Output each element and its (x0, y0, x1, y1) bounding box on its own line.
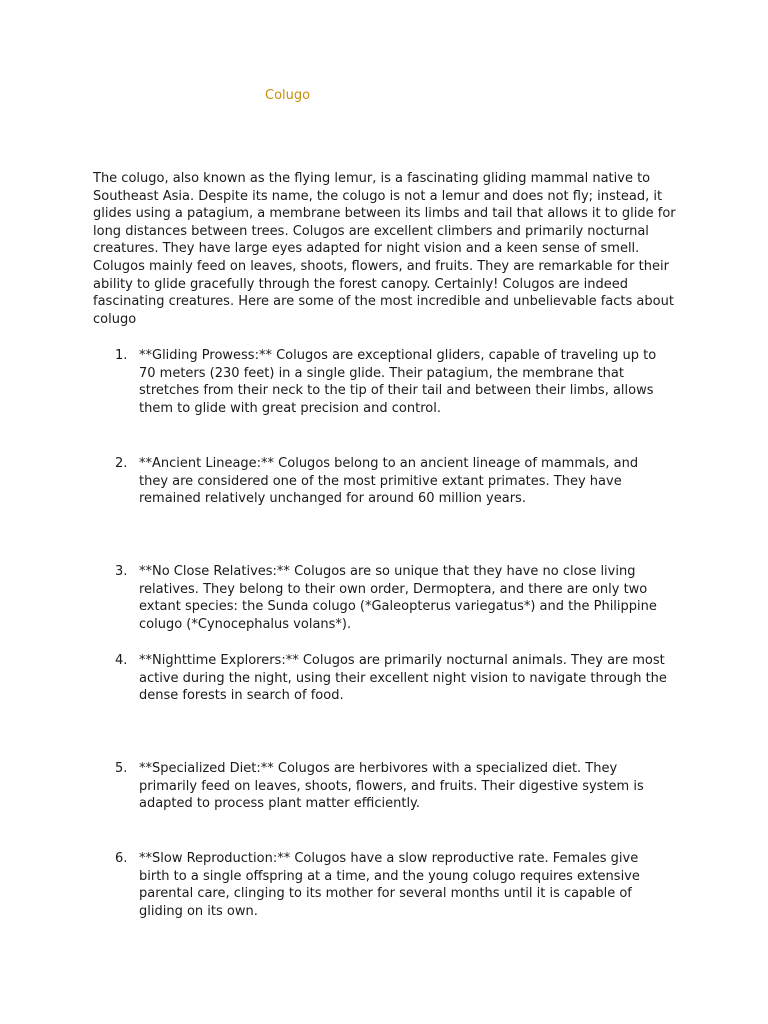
list-item-number: 4. (115, 653, 128, 668)
list-item-number: 3. (115, 564, 128, 579)
list-item (93, 455, 683, 508)
list-item (93, 652, 683, 705)
intro-paragraph: The colugo, also known as the flying lemur, is a fascinating gliding mammal native to Southeast Asia. Despite its name, the colugo is not a lemur and does not fly; instead, it glides using a patagium, a membrane between its limbs and tail that allows it to glide for long distances between trees. Colugos are excellent climbers and primarily nocturnal creatures. They have large eyes adapted for night vision and a keen sense of smell. Colugos mainly feed on leaves, shoots, flowers, and fruits. They are remarkable for their ability to glide gracefully through the forest canopy. Certainly! Colugos are indeed fascinating creatures. Here are some of the most incredible and unbelievable facts about colugo (93, 171, 676, 327)
list-item-number: 2. (115, 456, 128, 471)
list-item (93, 760, 683, 813)
list-item (93, 850, 683, 920)
list-item-text: **Nighttime Explorers:** Colugos are primarily nocturnal animals. They are most active during the night, using their excellent night vision to navigate through the dense forests in search of food. (139, 653, 667, 704)
list-item-text: **Gliding Prowess:** Colugos are exceptional gliders, capable of traveling up to 70 meters (230 feet) in a single glide. Their patagium, the membrane that stretches from their neck to the tip of their tail and between their limbs, allows them to glide with great precision and control. (139, 348, 657, 416)
list-item-text: **No Close Relatives:** Colugos are so unique that they have no close living relatives. They belong to their own order, Dermoptera, and there are only two extant species: the Sunda colugo (*Galeopterus variegatus*) and the Philippine colugo (*Cynocephalus volans*). (139, 564, 657, 632)
list-item-text: **Slow Reproduction:** Colugos have a slow reproductive rate. Females give birth to a single offspring at a time, and the young colugo requires extensive parental care, clinging to its mother for several months until it is capable of gliding on its own. (139, 851, 640, 919)
document-title: Colugo (265, 88, 311, 103)
list-item-text: **Specialized Diet:** Colugos are herbivores with a specialized diet. They primarily feed on leaves, shoots, flowers, and fruits. Their digestive system is adapted to process plant matter efficiently. (139, 761, 644, 812)
list-item (93, 563, 683, 633)
list-item-number: 6. (115, 851, 128, 866)
list-item-text: **Ancient Lineage:** Colugos belong to an ancient lineage of mammals, and they are considered one of the most primitive extant primates. They have remained relatively unchanged for around 60 million years. (139, 456, 639, 507)
list-item-number: 1. (115, 348, 128, 363)
list-item-number: 5. (115, 761, 128, 776)
list-item (93, 347, 683, 417)
